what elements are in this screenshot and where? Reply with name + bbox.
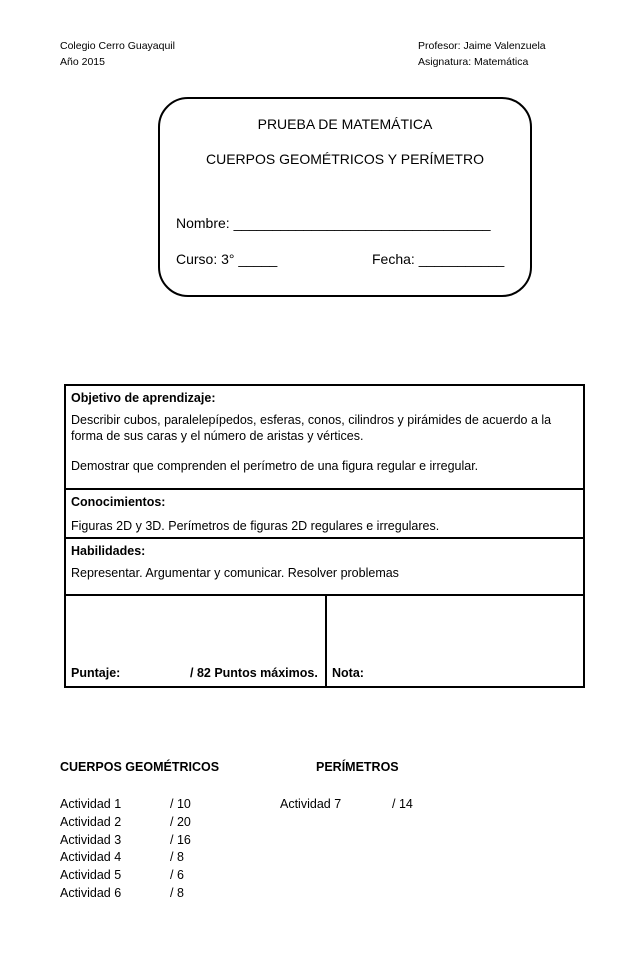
activity-name: Actividad 4	[60, 850, 122, 864]
school-info	[60, 38, 175, 70]
objectives-table	[64, 384, 585, 688]
objective-section	[66, 386, 583, 490]
knowledge-text: Figuras 2D y 3D. Perímetros de figuras 2D regulares e irregulares.	[71, 519, 440, 533]
knowledge-label: Conocimientos:	[71, 495, 166, 509]
name-field[interactable]: Nombre: _________________________________	[176, 215, 491, 231]
score-label: Puntaje:	[71, 666, 121, 680]
exam-subtitle: CUERPOS GEOMÉTRICOS Y PERÍMETRO	[206, 151, 484, 167]
activity-points: / 10	[170, 797, 191, 811]
activity-name: Actividad 6	[60, 886, 122, 900]
activity-points: / 8	[170, 886, 184, 900]
activity-points: / 14	[392, 797, 413, 811]
school-name: Colegio Cerro Guayaquil	[60, 40, 175, 52]
activity-name: Actividad 5	[60, 868, 122, 882]
activity-points: / 8	[170, 850, 184, 864]
activity-points: / 6	[170, 868, 184, 882]
teacher-name: Profesor: Jaime Valenzuela	[418, 40, 546, 52]
activity-name: Actividad 1	[60, 797, 122, 811]
activity-name: Actividad 3	[60, 833, 122, 847]
knowledge-section	[66, 488, 583, 538]
skills-label: Habilidades:	[71, 544, 146, 558]
date-field[interactable]: Fecha: ___________	[372, 251, 505, 267]
activity-name: Actividad 7	[280, 797, 342, 811]
perimeters-heading: PERÍMETROS	[316, 760, 399, 774]
school-year: Año 2015	[60, 56, 105, 68]
activity-points: / 20	[170, 815, 191, 829]
exam-title: PRUEBA DE MATEMÁTICA	[257, 116, 433, 132]
grade-label: Nota:	[332, 666, 364, 680]
score-max: / 82 Puntos máximos.	[190, 666, 318, 680]
objective-text-2: Demostrar que comprenden el perímetro de una figura regular e irregular.	[71, 459, 479, 473]
subject-name: Asignatura: Matemática	[418, 56, 529, 68]
score-divider	[325, 596, 327, 688]
skills-text: Representar. Argumentar y comunicar. Resolver problemas	[71, 566, 399, 580]
skills-section	[66, 537, 583, 596]
activity-name: Actividad 2	[60, 815, 122, 829]
objective-text-1: Describir cubos, paralelepípedos, esferas, conos, cilindros y pirámides de acuerdo a la forma de sus caras y el número de aristas y vértices.	[71, 413, 552, 443]
objective-label: Objetivo de aprendizaje:	[71, 391, 216, 405]
exam-title-box	[158, 97, 532, 297]
activity-points: / 16	[170, 833, 191, 847]
teacher-info	[418, 38, 546, 70]
course-field[interactable]: Curso: 3° _____	[176, 251, 278, 267]
geometric-bodies-heading: CUERPOS GEOMÉTRICOS	[60, 760, 220, 774]
